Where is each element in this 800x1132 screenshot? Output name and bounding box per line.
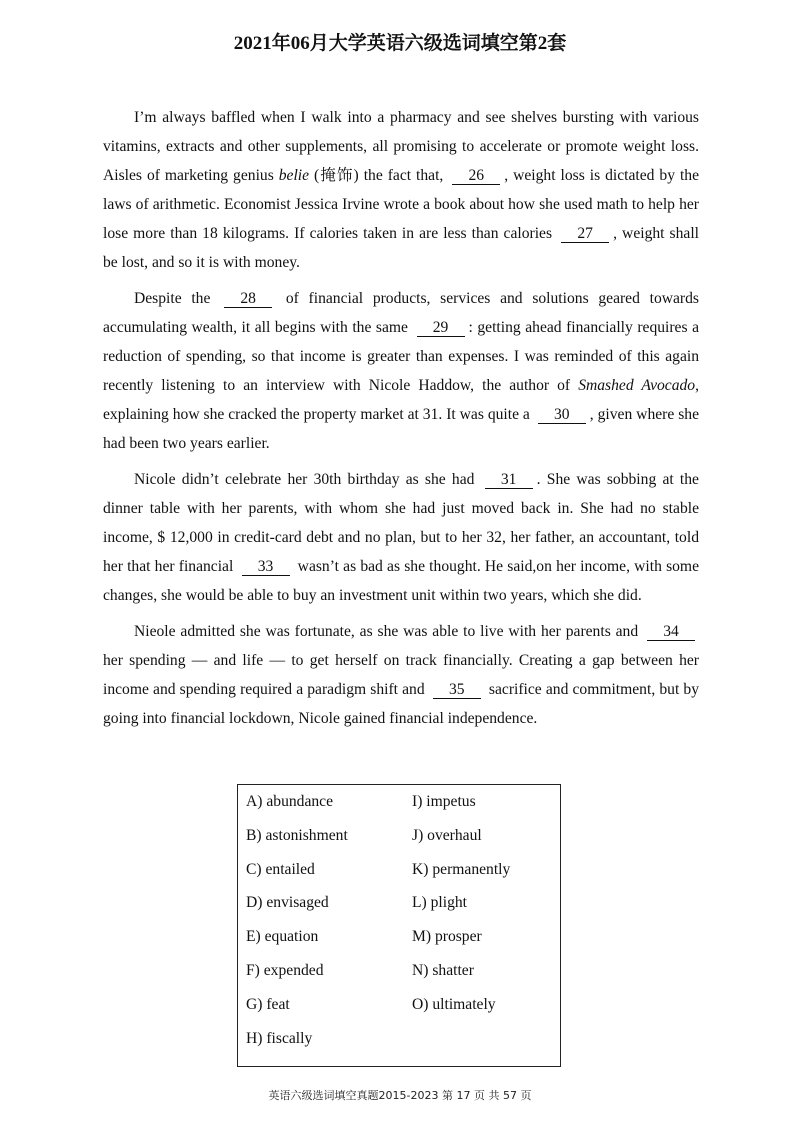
text-segment: Despite the — [134, 290, 221, 307]
italic-text: belie — [278, 167, 310, 184]
text-segment: , explaining how she cracked the property market at 31. It was quite a — [103, 377, 700, 423]
blank-30: 30 — [538, 407, 586, 424]
text-segment: sacrifice and commitment, but by going into financial lockdown, Nicole gained financial independence. — [103, 681, 699, 727]
paragraph — [103, 284, 699, 458]
page-footer: 英语六级选词填空真题2015-2023 第 17 页 共 57 页 — [268, 1089, 532, 1102]
text-segment: her spending — and life — to get herself on track financially. Creating a gap between her income and spending required a paradigm shift and — [103, 652, 699, 698]
blank-33: 33 — [242, 559, 290, 576]
text-segment: . She was sobbing at the dinner table with her parents, with whom she had just moved back in. She had no stable income, $ 12,000 in credit-card debt and no plan, but to her 32, her father, an accountant, told her that her financial — [103, 471, 699, 575]
word-option: D) envisaged — [246, 894, 329, 912]
blank-34: 34 — [647, 624, 695, 641]
blank-28: 28 — [224, 291, 272, 308]
text-segment: Nicole didn’t celebrate her 30th birthday as she had — [134, 471, 481, 488]
word-option: J) overhaul — [412, 826, 482, 844]
word-option: N) shatter — [412, 962, 474, 979]
word-option: H) fiscally — [246, 1029, 313, 1047]
word-option: G) feat — [246, 995, 290, 1013]
blank-26: 26 — [452, 168, 500, 185]
text-segment: , weight loss is dictated by the laws of arithmetic. Economist Jessica Irvine wrote a book about how she used math to help her lose more than 18 kilograms. If calories taken in are less than calories — [103, 167, 699, 242]
word-option: O) ultimately — [412, 995, 496, 1013]
text-segment: Nieole admitted she was fortunate, as she was able to live with her parents and — [134, 623, 643, 640]
blank-27: 27 — [561, 226, 609, 243]
text-segment: I’m always baffled when I walk into a pharmacy and see shelves bursting with various vitamins, extracts and other supplements, all promising to accelerate or promote weight loss. Aisles of marketing genius — [103, 109, 699, 184]
page-title: 2021年06月大学英语六级选词填空第2套 — [233, 33, 567, 54]
blank-35: 35 — [433, 682, 481, 699]
text-segment: of financial products, services and solutions geared towards accumulating wealth, it all begins with the same — [103, 290, 699, 336]
text-segment: , weight shall be lost, and so it is with money. — [103, 225, 700, 271]
word-option: I) impetus — [412, 793, 476, 810]
word-option: F) expended — [246, 962, 324, 979]
word-option: B) astonishment — [246, 826, 348, 844]
word-option: L) plight — [412, 894, 468, 912]
paragraph — [103, 465, 699, 610]
word-bank — [237, 784, 561, 1067]
text-segment: wasn’t as bad as she thought. He said,on her income, with some changes, she would be able to buy an investment unit within two years, which she did. — [103, 558, 699, 604]
word-option: M) prosper — [412, 928, 482, 946]
blank-29: 29 — [417, 320, 465, 337]
word-option: K) permanently — [412, 860, 511, 878]
text-segment: : getting ahead financially requires a reduction of spending, so that income is greater than expenses. I was reminded of this again recently listening to an interview with Nicole Haddow, the author of — [103, 319, 700, 394]
passage — [103, 103, 699, 740]
text-segment: (掩饰) the fact that, — [309, 167, 449, 184]
word-option: A) abundance — [246, 793, 334, 810]
italic-text: Smashed Avocado — [578, 377, 696, 394]
word-option: E) equation — [246, 928, 319, 946]
blank-31: 31 — [485, 472, 533, 489]
text-segment: , given where she had been two years earlier. — [103, 406, 699, 452]
word-option: C) entailed — [246, 860, 315, 878]
paragraph — [103, 103, 699, 277]
paragraph — [103, 617, 699, 733]
